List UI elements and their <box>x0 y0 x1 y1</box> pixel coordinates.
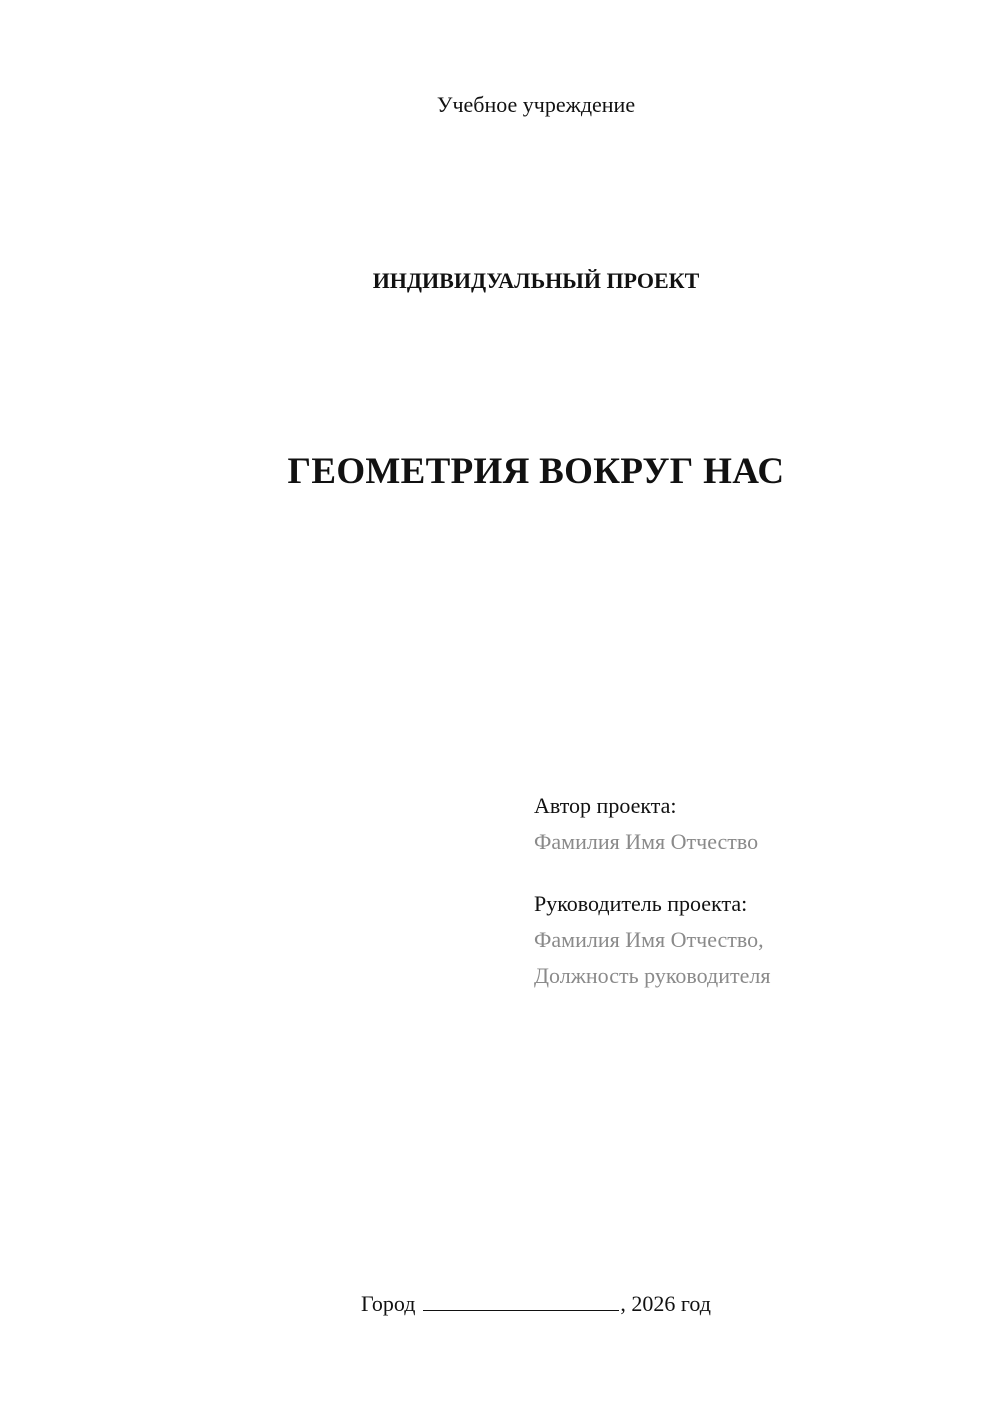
supervisor-position: Должность руководителя <box>534 963 771 988</box>
supervisor-name: Фамилия Имя Отчество, <box>534 927 764 952</box>
institution-name: Учебное учреждение <box>436 92 636 117</box>
year-text: , 2026 год <box>620 1291 711 1316</box>
city-year-line <box>0 1290 1000 1317</box>
author-name: Фамилия Имя Отчество <box>534 829 759 854</box>
project-title: ГЕОМЕТРИЯ ВОКРУГ НАС <box>287 451 785 492</box>
supervisor-label: Руководитель проекта: <box>534 891 748 916</box>
author-label: Автор проекта: <box>534 793 677 818</box>
city-blank-line <box>423 1290 619 1311</box>
project-type-heading: ИНДИВИДУАЛЬНЫЙ ПРОЕКТ <box>372 268 700 293</box>
project-people-block <box>534 788 770 994</box>
city-label: Город <box>361 1291 416 1316</box>
